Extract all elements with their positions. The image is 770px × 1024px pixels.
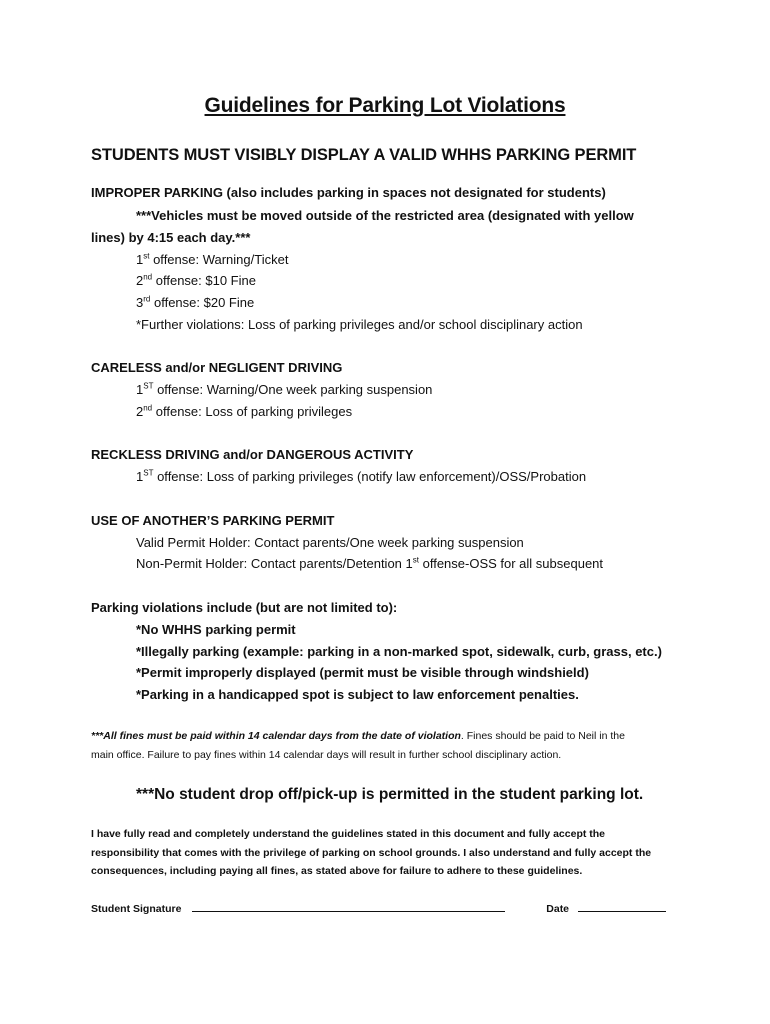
acknowledgement-line: I have fully read and completely understand the guidelines stated in this document and fully accept the bbox=[91, 828, 606, 840]
improper-note-line2: lines) by 4:15 each day.*** bbox=[91, 230, 251, 245]
violation-item: *No WHHS parking permit bbox=[136, 622, 296, 637]
non-permit-text: Non-Permit Holder: Contact parents/Detention 1 bbox=[136, 556, 413, 571]
offense-text: offense: Loss of parking privileges (notify law enforcement)/OSS/Probation bbox=[153, 469, 587, 484]
ordinal-suffix: ST bbox=[143, 468, 154, 478]
fines-paragraph-line2: main office. Failure to pay fines within 14 calendar days will result in further school disciplinary action. bbox=[91, 749, 562, 761]
ordinal-suffix: st bbox=[412, 555, 419, 565]
reckless-offense-1 bbox=[136, 469, 586, 484]
ordinal-suffix: nd bbox=[143, 272, 153, 282]
student-signature-line[interactable] bbox=[192, 901, 505, 912]
offense-number: 3 bbox=[136, 295, 144, 310]
another-permit-heading: USE OF ANOTHER’S PARKING PERMIT bbox=[91, 513, 335, 528]
improper-offense-1 bbox=[136, 252, 288, 267]
valid-permit-holder: Valid Permit Holder: Contact parents/One week parking suspension bbox=[136, 535, 524, 550]
offense-number: 1 bbox=[136, 252, 144, 267]
non-permit-text-end: offense-OSS for all subsequent bbox=[418, 556, 604, 571]
offense-text: offense: $20 Fine bbox=[150, 295, 255, 310]
offense-text: offense: Loss of parking privileges bbox=[152, 404, 353, 419]
violation-item: *Parking in a handicapped spot is subject to law enforcement penalties. bbox=[136, 687, 579, 702]
page-title: Guidelines for Parking Lot Violations bbox=[204, 94, 566, 117]
offense-number: 2 bbox=[136, 404, 144, 419]
reckless-driving-heading: RECKLESS DRIVING and/or DANGEROUS ACTIVITY bbox=[91, 447, 414, 462]
offense-number: 2 bbox=[136, 273, 144, 288]
ordinal-suffix: nd bbox=[143, 403, 153, 413]
dropoff-notice: ***No student drop off/pick-up is permitted in the student parking lot. bbox=[136, 786, 644, 803]
careless-offense-1 bbox=[136, 382, 432, 397]
improper-offense-2 bbox=[136, 273, 256, 288]
offense-text: offense: $10 Fine bbox=[152, 273, 256, 288]
offense-text: offense: Warning/One week parking suspension bbox=[153, 382, 433, 397]
fines-emphasis: ***All fines must be paid within 14 calendar days from the date of violation bbox=[91, 730, 461, 742]
offense-text: offense: Warning/Ticket bbox=[149, 252, 289, 267]
improper-further-violations: *Further violations: Loss of parking privileges and/or school disciplinary action bbox=[136, 317, 583, 332]
student-signature-label: Student Signature bbox=[91, 903, 182, 915]
improper-parking-heading: IMPROPER PARKING (also includes parking in spaces not designated for students) bbox=[91, 185, 606, 200]
offense-number: 1 bbox=[136, 469, 144, 484]
fines-paragraph-line1 bbox=[91, 730, 625, 742]
careless-driving-heading: CARELESS and/or NEGLIGENT DRIVING bbox=[91, 360, 343, 375]
violations-heading: Parking violations include (but are not limited to): bbox=[91, 600, 398, 615]
acknowledgement-line: consequences, including paying all fines, as stated above for failure to adhere to these guidelines. bbox=[91, 865, 583, 877]
improper-note-line1: ***Vehicles must be moved outside of the restricted area (designated with yellow bbox=[136, 208, 634, 223]
permit-heading: STUDENTS MUST VISIBLY DISPLAY A VALID WHHS PARKING PERMIT bbox=[91, 146, 637, 164]
ordinal-suffix: ST bbox=[143, 381, 154, 391]
date-line[interactable] bbox=[578, 901, 666, 912]
acknowledgement-line: responsibility that comes with the privilege of parking on school grounds. I also understand and fully accept the bbox=[91, 847, 652, 859]
date-label: Date bbox=[546, 903, 570, 915]
improper-offense-3 bbox=[136, 295, 254, 310]
non-permit-holder bbox=[136, 556, 603, 571]
violation-item: *Permit improperly displayed (permit must be visible through windshield) bbox=[136, 665, 589, 680]
careless-offense-2 bbox=[136, 404, 352, 419]
ordinal-suffix: st bbox=[143, 251, 150, 261]
fines-text: . Fines should be paid to Neil in the bbox=[460, 730, 625, 742]
signature-row bbox=[91, 901, 666, 915]
ordinal-suffix: rd bbox=[143, 294, 151, 304]
offense-number: 1 bbox=[136, 382, 144, 397]
violation-item: *Illegally parking (example: parking in a non-marked spot, sidewalk, curb, grass, etc.) bbox=[136, 644, 662, 659]
